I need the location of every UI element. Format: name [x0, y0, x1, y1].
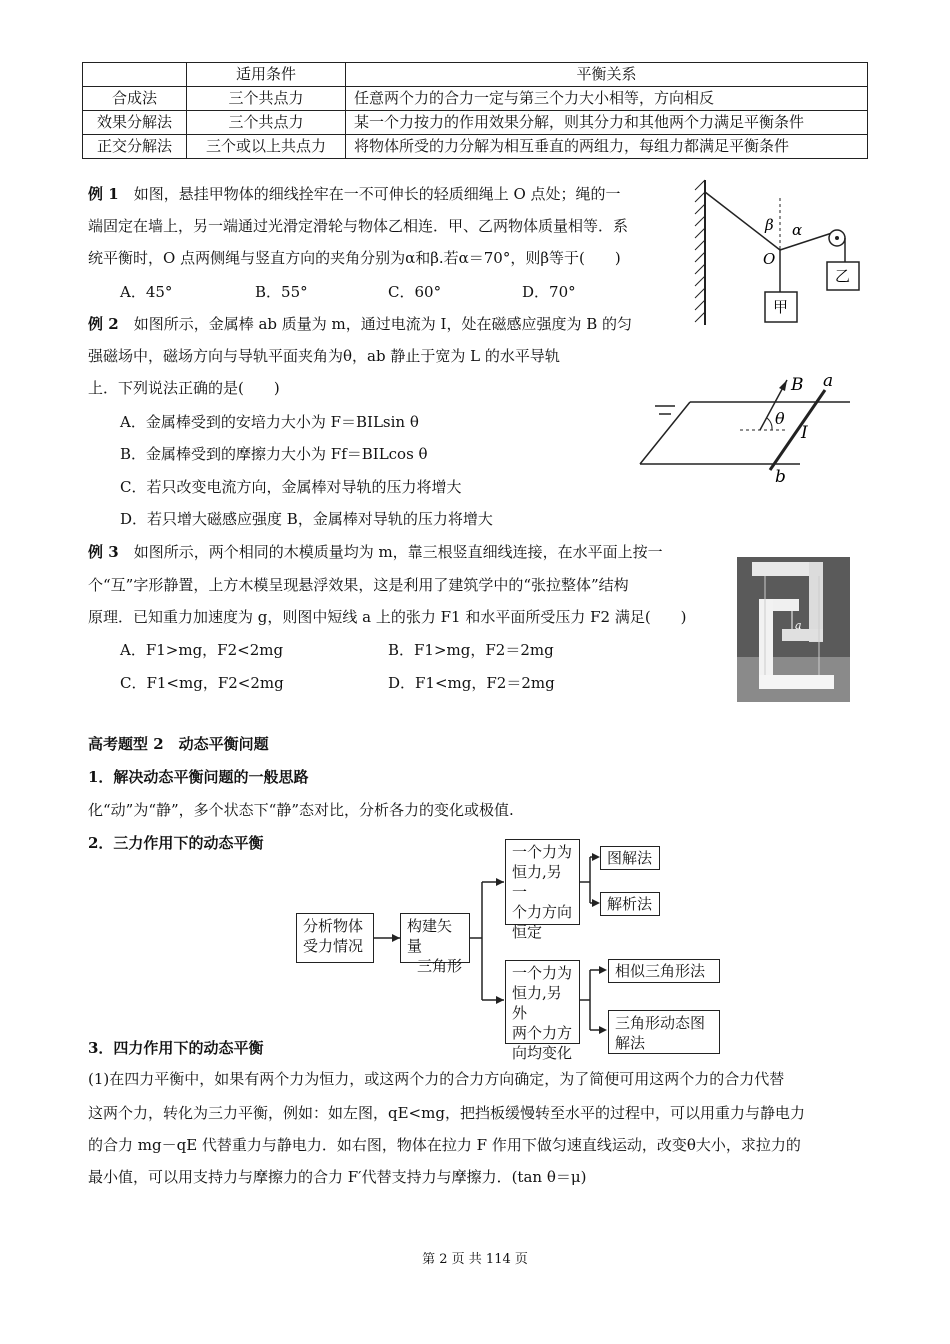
- flow-text: 三角形动态图: [615, 1014, 706, 1032]
- ex2-label: 例 2: [88, 315, 119, 333]
- table-cell: 正交分解法: [83, 135, 187, 159]
- table-cell: 三个共点力: [187, 111, 346, 135]
- flow-similar-triangle-box: 相似三角形法: [608, 959, 720, 983]
- flow-text: 三角形: [417, 957, 463, 975]
- table-cell: 三个或以上共点力: [187, 135, 346, 159]
- ex3-line3: 原理．已知重力加速度为 g，则图中短线 a 上的张力 F1 和水平面所受压力 F2 满足( ): [88, 608, 687, 626]
- paragraph-3-line2: 这两个力，转化为三力平衡，例如：如左图，qE<mg，把挡板缓慢转至水平的过程中，可以用重力与静电力: [88, 1104, 805, 1122]
- ex3-option-d: D．F1<mg，F2＝2mg: [388, 674, 555, 692]
- table-header-cell: 适用条件: [187, 63, 346, 87]
- paragraph-3-line3: 的合力 mg－qE 代替重力与静电力．如右图，物体在拉力 F 作用下做匀速直线运动，改变θ大小，求拉力的: [88, 1136, 801, 1154]
- flow-case2-box: [505, 960, 580, 1062]
- ex3-line2: 个“互”字形静置，上方木模呈现悬浮效果，这是利用了建筑学中的“张拉整体”结构: [88, 576, 629, 594]
- page-footer: 第 2 页 共 114 页: [422, 1252, 528, 1267]
- ex1-option-d: D．70°: [522, 283, 576, 301]
- flow-text: 向均变化: [512, 1044, 573, 1062]
- flow-text: 个力方向: [512, 903, 573, 921]
- ex3-label: 例 3: [88, 543, 119, 561]
- o-label: O: [763, 250, 776, 268]
- flow-analytic-method-box: 解析法: [600, 892, 660, 916]
- flow-text: 构建矢量: [407, 917, 453, 955]
- yi-label: 乙: [835, 267, 851, 285]
- ex2-option-b: B．金属棒受到的摩擦力大小为 Ff＝BILcos θ: [120, 445, 428, 463]
- jia-label: 甲: [773, 298, 789, 316]
- paragraph-1: 化“动”为“静”，多个状态下“静”态对比，分析各力的变化或极值.: [88, 801, 514, 819]
- theta-label: θ: [775, 409, 785, 428]
- alpha-label: α: [792, 221, 803, 239]
- ex2-option-d: D．若只增大磁感应强度 B，金属棒对导轨的压力将增大: [120, 510, 493, 528]
- line-a-label: a: [795, 619, 802, 632]
- ex1-line3: 统平衡时，O 点两侧绳与竖直方向的夹角分别为α和β.若α＝70°，则β等于( ): [88, 249, 621, 267]
- ex3-option-a: A．F1>mg，F2<2mg: [120, 641, 284, 659]
- ex2-text: 如图所示，金属棒 ab 质量为 m，通过电流为 I，处在磁感应强度为 B 的匀: [133, 315, 633, 333]
- table-cell: 三个共点力: [187, 87, 346, 111]
- ex2-option-a: A．金属棒受到的安培力大小为 F＝BILsin θ: [120, 413, 419, 431]
- heading-3: 3．四力作用下的动态平衡: [88, 1039, 264, 1057]
- flow-text: 恒力,另一: [512, 863, 562, 901]
- table-cell: 将物体所受的力分解为相互垂直的两组力，每组力都满足平衡条件: [346, 135, 868, 159]
- current-label: I: [801, 423, 808, 443]
- flow-text: 解法: [615, 1034, 646, 1052]
- ex1-line2: 端固定在墙上，另一端通过光滑定滑轮与物体乙相连．甲、乙两物体质量相等．系: [88, 217, 629, 235]
- section-title: 高考题型 2 动态平衡问题: [88, 735, 269, 753]
- ex1-label: 例 1: [88, 185, 119, 203]
- table-cell: 某一个力按力的作用效果分解，则其分力和其他两个力满足平衡条件: [346, 111, 868, 135]
- flow-text: 恒定: [512, 923, 543, 941]
- flow-text: 恒力,另外: [512, 984, 562, 1022]
- b-end-label: b: [775, 467, 786, 487]
- ex1-option-b: B．55°: [255, 283, 308, 301]
- ex2-line2: 强磁场中，磁场方向与导轨平面夹角为θ，ab 静止于宽为 L 的水平导轨: [88, 347, 560, 365]
- heading-2: 2．三力作用下的动态平衡: [88, 834, 264, 852]
- heading-1: 1．解决动态平衡问题的一般思路: [88, 768, 309, 786]
- ex3-option-b: B．F1>mg，F2＝2mg: [388, 641, 554, 659]
- table-cell: 任意两个力的合力一定与第三个力大小相等，方向相反: [346, 87, 868, 111]
- table-cell: 效果分解法: [83, 111, 187, 135]
- table-cell: 合成法: [83, 87, 187, 111]
- flow-dynamic-triangle-box: [608, 1010, 720, 1054]
- ex1-text: 如图，悬挂甲物体的细线拴牢在一不可伸长的轻质细绳上 O 点处；绳的一: [133, 185, 621, 203]
- ex1-option-a: A．45°: [120, 283, 173, 301]
- flow-case1-box: [505, 839, 580, 941]
- flow-analyze-box: [296, 913, 374, 963]
- beta-label: β: [765, 216, 774, 234]
- flow-text: 一个力为: [512, 843, 573, 861]
- flow-build-box: [400, 913, 470, 975]
- flow-text: 受力情况: [303, 937, 364, 955]
- ex3-text: 如图所示，两个相同的木模质量均为 m，靠三根竖直细线连接，在水平面上按一: [133, 543, 663, 561]
- flow-text: 两个力方: [512, 1024, 573, 1042]
- paragraph-3-line4: 最小值，可以用支持力与摩擦力的合力 F′代替支持力与摩擦力．(tan θ＝μ): [88, 1168, 587, 1186]
- ex3-option-c: C．F1<mg，F2<2mg: [120, 674, 284, 692]
- paragraph-3-line1: (1)在四力平衡中，如果有两个力为恒力，或这两个力的合力方向确定，为了简便可用这两个力的合力代替: [88, 1070, 785, 1088]
- flow-text: 一个力为: [512, 964, 573, 982]
- flow-graphic-method-box: 图解法: [600, 846, 660, 870]
- flow-text: 分析物体: [303, 917, 364, 935]
- ex1-option-c: C．60°: [388, 283, 442, 301]
- ex2-option-c: C．若只改变电流方向，金属棒对导轨的压力将增大: [120, 478, 462, 496]
- ex2-line3: 上．下列说法正确的是( ): [88, 379, 280, 397]
- b-field-label: B: [791, 375, 804, 395]
- a-end-label: a: [823, 371, 834, 391]
- table-header-cell: 平衡关系: [346, 63, 868, 87]
